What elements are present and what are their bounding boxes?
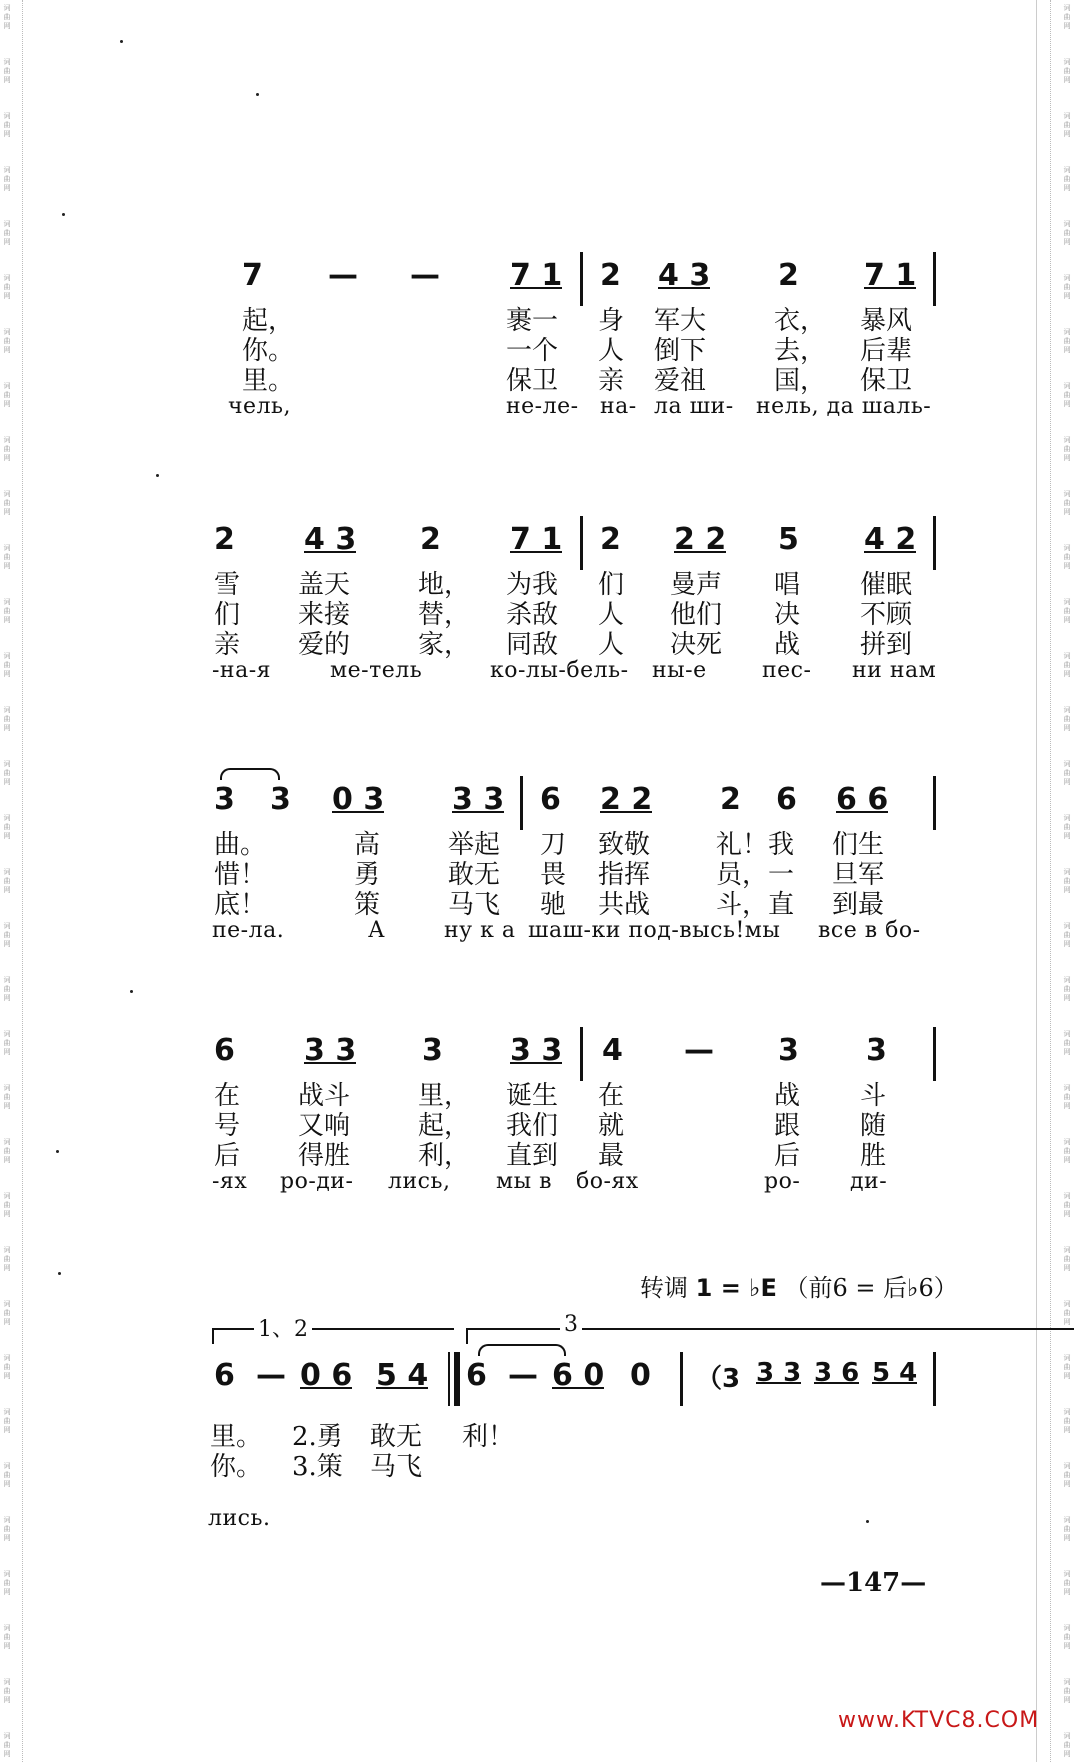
lyric: 胜: [860, 1141, 887, 1171]
margin-watermark-text: 词 曲 网: [1063, 868, 1071, 894]
margin-watermark-text: 词 曲 网: [3, 1624, 11, 1650]
note: 3: [214, 782, 235, 817]
margin-watermark-text: 词 曲 网: [3, 760, 11, 786]
note: —: [508, 1358, 538, 1393]
lyric: 们: [598, 570, 625, 600]
lyric: 他们: [670, 600, 723, 630]
lyric: 驰: [540, 890, 567, 920]
bar-line: [580, 516, 583, 570]
lyric: 人: [598, 336, 625, 366]
lyric: 后辈: [860, 336, 913, 366]
russian-lyric: ко-лы-бель-: [490, 658, 629, 683]
margin-watermark-text: 词 曲 网: [1063, 220, 1071, 246]
margin-watermark-text: 词 曲 网: [1063, 1678, 1071, 1704]
scan-speck: [256, 93, 259, 96]
lyric: 们: [214, 600, 241, 630]
margin-watermark-text: 词 曲 网: [3, 328, 11, 354]
note: 5 4: [872, 1358, 918, 1388]
margin-watermark-text: 词 曲 网: [3, 814, 11, 840]
margin-watermark-text: 词 曲 网: [1063, 922, 1071, 948]
lyric: 策: [354, 890, 381, 920]
note: 6: [776, 782, 797, 817]
lyric: 同敌: [506, 630, 559, 660]
note: —: [684, 1033, 714, 1068]
note: 7 1: [864, 258, 917, 293]
note: 2 2: [674, 522, 727, 557]
lyric: 畏: [540, 860, 567, 890]
lyric: 斗: [860, 1081, 887, 1111]
note: 3: [866, 1033, 887, 1068]
russian-lyric: ме-тель: [330, 658, 423, 683]
margin-watermark-text: 词 曲 网: [1063, 436, 1071, 462]
russian-lyric: лись.: [208, 1506, 271, 1531]
margin-watermark-text: 词 曲 网: [1063, 1246, 1071, 1272]
margin-watermark-text: 词 曲 网: [3, 922, 11, 948]
margin-watermark-text: 词 曲 网: [1063, 1192, 1071, 1218]
note: 6 0: [552, 1358, 605, 1393]
russian-lyric: ди-: [850, 1169, 888, 1194]
note: 6: [540, 782, 561, 817]
lyric: 人: [598, 600, 625, 630]
lyric: 举起: [448, 830, 501, 860]
russian-lyric: бо-ях: [576, 1169, 639, 1194]
note: —: [328, 258, 358, 293]
margin-watermark-text: 词 曲 网: [1063, 328, 1071, 354]
russian-lyric: ро-: [764, 1169, 801, 1194]
lyric: 催眠: [860, 570, 913, 600]
lyric: 裹一: [506, 306, 559, 336]
lyric: 去，: [774, 336, 827, 366]
bar-line: [580, 1027, 583, 1081]
russian-lyric: нель, да шаль-: [756, 394, 932, 419]
lyric: 地，: [418, 570, 471, 600]
lyric: 你。: [242, 336, 295, 366]
russian-lyric: ны-е: [652, 658, 707, 683]
margin-watermark-text: 词 曲 网: [3, 4, 11, 30]
margin-watermark-text: 词 曲 网: [1063, 1624, 1071, 1650]
lyric: 决: [774, 600, 801, 630]
lyric: 敢无: [370, 1422, 423, 1452]
note: 3: [270, 782, 291, 817]
lyric: 曼声: [670, 570, 723, 600]
margin-watermark-text: 词 曲 网: [3, 1408, 11, 1434]
lyric: 军大: [654, 306, 707, 336]
lyric: 2.勇: [292, 1422, 343, 1452]
margin-watermark-text: 词 曲 网: [3, 166, 11, 192]
lyric: 随: [860, 1111, 887, 1141]
lyric: 刀: [540, 830, 567, 860]
russian-lyric: все в бо-: [818, 918, 921, 943]
lyric: 3.策: [292, 1452, 343, 1482]
note: 6 6: [836, 782, 889, 817]
bar-line: [520, 776, 523, 830]
note: 2: [214, 522, 235, 557]
lyric: 保卫: [506, 366, 559, 396]
note: 4 3: [304, 522, 357, 557]
lyric: 勇: [354, 860, 381, 890]
lyric: 号: [214, 1111, 241, 1141]
lyric: 里。: [210, 1422, 263, 1452]
lyric: 致敬: [598, 830, 651, 860]
lyric: 唱: [774, 570, 801, 600]
margin-watermark-text: 词 曲 网: [1063, 274, 1071, 300]
lyric: 你。: [210, 1452, 263, 1482]
note: —: [256, 1358, 286, 1393]
lyric: 人: [598, 630, 625, 660]
volta-label: 3: [560, 1312, 582, 1337]
note: 6: [214, 1358, 235, 1393]
margin-watermark-text: 词 曲 网: [1063, 652, 1071, 678]
lyric: 惜！: [214, 860, 267, 890]
note: —: [410, 258, 440, 293]
note: 2: [420, 522, 441, 557]
bar-line: [933, 1352, 936, 1406]
margin-watermark-text: 词 曲 网: [1063, 1516, 1071, 1542]
margin-watermark-text: 词 曲 网: [1063, 1084, 1071, 1110]
note: 2: [778, 258, 799, 293]
russian-lyric: -на-я: [212, 658, 272, 683]
lyric: 起，: [418, 1111, 471, 1141]
note: 3: [422, 1033, 443, 1068]
margin-watermark-text: 词 曲 网: [3, 58, 11, 84]
lyric: 曲。: [214, 830, 267, 860]
left-margin-watermark: [0, 0, 14, 1762]
margin-watermark-text: 词 曲 网: [3, 598, 11, 624]
russian-lyric: лись,: [388, 1169, 451, 1194]
scan-speck: [58, 1272, 61, 1275]
lyric: 战: [774, 630, 801, 660]
lyric: 保卫: [860, 366, 913, 396]
margin-watermark-text: 词 曲 网: [1063, 1408, 1071, 1434]
margin-watermark-text: 词 曲 网: [1063, 814, 1071, 840]
key-change-annotation: [640, 1268, 958, 1303]
margin-watermark-text: 词 曲 网: [3, 652, 11, 678]
scan-speck: [62, 213, 65, 216]
margin-watermark-text: 词 曲 网: [3, 868, 11, 894]
margin-watermark-text: 词 曲 网: [1063, 760, 1071, 786]
margin-watermark-text: 词 曲 网: [1063, 1138, 1071, 1164]
margin-watermark-text: 词 曲 网: [3, 1030, 11, 1056]
russian-lyric: мы в: [496, 1169, 553, 1194]
lyric: 倒下: [654, 336, 707, 366]
lyric: 斗，直: [716, 890, 795, 920]
lyric: 在: [598, 1081, 625, 1111]
bar-line: [933, 1027, 936, 1081]
note: 6: [466, 1358, 487, 1393]
margin-watermark-text: 词 曲 网: [1063, 1732, 1071, 1758]
note: 3: [778, 1033, 799, 1068]
lyric: 到最: [832, 890, 885, 920]
bar-line: [933, 252, 936, 306]
lyric: 战斗: [298, 1081, 351, 1111]
russian-lyric: пес-: [762, 658, 812, 683]
note: 2: [600, 522, 621, 557]
margin-watermark-text: 词 曲 网: [1063, 1354, 1071, 1380]
margin-watermark-text: 词 曲 网: [1063, 598, 1071, 624]
margin-watermark-text: 词 曲 网: [3, 1462, 11, 1488]
note: 0 6: [300, 1358, 353, 1393]
lyric: 雪: [214, 570, 241, 600]
key-formula: 1 = ♭E: [695, 1274, 777, 1302]
russian-lyric: ну к а: [444, 918, 516, 943]
note: 6: [214, 1033, 235, 1068]
repeat-bar-thin: [448, 1352, 450, 1406]
margin-watermark-text: 词 曲 网: [3, 1084, 11, 1110]
note: 3 3: [452, 782, 505, 817]
lyric: 就: [598, 1111, 625, 1141]
note: 0 3: [332, 782, 385, 817]
note: 4 2: [864, 522, 917, 557]
lyric: 家，: [418, 630, 471, 660]
lyric: 里，: [418, 1081, 471, 1111]
repeat-bar-thick: [454, 1352, 460, 1406]
bar-line: [933, 516, 936, 570]
lyric: 不顾: [860, 600, 913, 630]
margin-watermark-text: 词 曲 网: [3, 1246, 11, 1272]
lyric: 指挥: [598, 860, 651, 890]
lyric: 礼！我: [716, 830, 795, 860]
note: 7 1: [510, 522, 563, 557]
note: 7 1: [510, 258, 563, 293]
margin-watermark-text: 词 曲 网: [1063, 382, 1071, 408]
lyric: 里。: [242, 366, 295, 396]
margin-watermark-text: 词 曲 网: [1063, 58, 1071, 84]
lyric: 衣，: [774, 306, 827, 336]
margin-watermark-text: 词 曲 网: [3, 1516, 11, 1542]
lyric: 马飞: [370, 1452, 423, 1482]
note: 3 3: [756, 1358, 802, 1388]
lyric: 战: [774, 1081, 801, 1111]
note: 0: [630, 1358, 651, 1393]
lyric: 在: [214, 1081, 241, 1111]
lyric: 起，: [242, 306, 295, 336]
margin-watermark-text: 词 曲 网: [1063, 1030, 1071, 1056]
russian-lyric: А: [368, 918, 386, 943]
margin-watermark-text: 词 曲 网: [1063, 976, 1071, 1002]
lyric: 盖天: [298, 570, 351, 600]
note: 2: [600, 258, 621, 293]
margin-watermark-text: 词 曲 网: [3, 706, 11, 732]
lyric: 后: [774, 1141, 801, 1171]
volta-label: 1、2: [254, 1312, 312, 1343]
margin-watermark-text: 词 曲 网: [1063, 490, 1071, 516]
note: 4 3: [658, 258, 711, 293]
russian-lyric: ро-ди-: [280, 1169, 354, 1194]
russian-lyric: шаш-ки под-высь!мы: [528, 918, 781, 943]
lyric: 国，: [774, 366, 827, 396]
lyric: 利！: [462, 1422, 515, 1452]
lyric: 爱祖: [654, 366, 707, 396]
scan-speck: [156, 474, 159, 477]
lyric: 替，: [418, 600, 471, 630]
site-watermark: www.KTVC8.COM: [838, 1708, 1040, 1733]
lyric: 我们: [506, 1111, 559, 1141]
margin-watermark-text: 词 曲 网: [3, 1732, 11, 1758]
russian-lyric: пе-ла.: [212, 918, 285, 943]
lyric: 一个: [506, 336, 559, 366]
note: 2 2: [600, 782, 653, 817]
lyric: 杀敌: [506, 600, 559, 630]
lyric: 决死: [670, 630, 723, 660]
lyric: 暴风: [860, 306, 913, 336]
note: 3 3: [510, 1033, 563, 1068]
russian-lyric: ла ши-: [654, 394, 734, 419]
lyric: 为我: [506, 570, 559, 600]
margin-watermark-text: 词 曲 网: [1063, 4, 1071, 30]
russian-lyric: ни нам: [852, 658, 937, 683]
lyric: 共战: [598, 890, 651, 920]
lyric: 员，一: [716, 860, 795, 890]
lyric: 身: [598, 306, 625, 336]
right-margin-watermark: [1060, 0, 1074, 1762]
key-change-label: 转调: [640, 1274, 688, 1302]
margin-watermark-text: 词 曲 网: [3, 1678, 11, 1704]
margin-watermark-text: 词 曲 网: [3, 220, 11, 246]
note: 2: [720, 782, 741, 817]
margin-watermark-text: 词 曲 网: [1063, 544, 1071, 570]
margin-watermark-text: 词 曲 网: [3, 1192, 11, 1218]
margin-watermark-text: 词 曲 网: [1063, 706, 1071, 732]
note: 5: [778, 522, 799, 557]
lyric: 后: [214, 1141, 241, 1171]
margin-watermark-text: 词 曲 网: [3, 976, 11, 1002]
lyric: 马飞: [448, 890, 501, 920]
margin-watermark-text: 词 曲 网: [3, 274, 11, 300]
margin-watermark-text: 词 曲 网: [3, 1300, 11, 1326]
note: （3: [696, 1364, 741, 1394]
lyric: 利，: [418, 1141, 471, 1171]
lyric: 得胜: [298, 1141, 351, 1171]
margin-watermark-text: 词 曲 网: [3, 436, 11, 462]
bar-line: [680, 1352, 683, 1406]
scan-speck: [130, 990, 133, 993]
lyric: 又响: [298, 1111, 351, 1141]
volta-bracket-1: [212, 1317, 454, 1344]
note: 3 3: [304, 1033, 357, 1068]
lyric: 敢无: [448, 860, 501, 890]
lyric: 爱的: [298, 630, 351, 660]
lyric: 最: [598, 1141, 625, 1171]
page-number: —147—: [820, 1568, 927, 1598]
note: 7: [242, 258, 263, 293]
russian-lyric: -ях: [212, 1169, 248, 1194]
lyric: 跟: [774, 1111, 801, 1141]
margin-watermark-text: 词 曲 网: [3, 544, 11, 570]
right-margin-rule: [1036, 0, 1037, 1762]
lyric: 旦军: [832, 860, 885, 890]
left-margin-rule: [22, 0, 24, 1762]
margin-watermark-text: 词 曲 网: [1063, 1300, 1071, 1326]
margin-watermark-text: 词 曲 网: [3, 382, 11, 408]
margin-watermark-text: 词 曲 网: [3, 1354, 11, 1380]
lyric: 直到: [506, 1141, 559, 1171]
right-margin-rule-dotted: [1050, 0, 1052, 1762]
margin-watermark-text: 词 曲 网: [1063, 166, 1071, 192]
key-note: （前6 = 后♭6）: [784, 1274, 958, 1302]
russian-lyric: на-: [600, 394, 637, 419]
margin-watermark-text: 词 曲 网: [1063, 1570, 1071, 1596]
margin-watermark-text: 词 曲 网: [3, 1570, 11, 1596]
note: 4: [602, 1033, 623, 1068]
lyric: 亲: [598, 366, 625, 396]
lyric: 高: [354, 830, 381, 860]
bar-line: [933, 776, 936, 830]
scan-speck: [56, 1150, 59, 1153]
margin-watermark-text: 词 曲 网: [1063, 112, 1071, 138]
scan-speck: [120, 40, 123, 43]
lyric: 底！: [214, 890, 267, 920]
lyric: 亲: [214, 630, 241, 660]
tie-arc: [220, 768, 280, 780]
margin-watermark-text: 词 曲 网: [3, 490, 11, 516]
note: 5 4: [376, 1358, 429, 1393]
margin-watermark-text: 词 曲 网: [3, 112, 11, 138]
lyric: 诞生: [506, 1081, 559, 1111]
russian-lyric: не-ле-: [506, 394, 579, 419]
margin-watermark-text: 词 曲 网: [3, 1138, 11, 1164]
note: 3 6: [814, 1358, 860, 1388]
russian-lyric: чель,: [228, 394, 292, 419]
bar-line: [580, 252, 583, 306]
lyric: 来接: [298, 600, 351, 630]
tie-arc: [478, 1344, 566, 1356]
margin-watermark-text: 词 曲 网: [1063, 1462, 1071, 1488]
lyric: 拼到: [860, 630, 913, 660]
lyric: 们生: [832, 830, 885, 860]
